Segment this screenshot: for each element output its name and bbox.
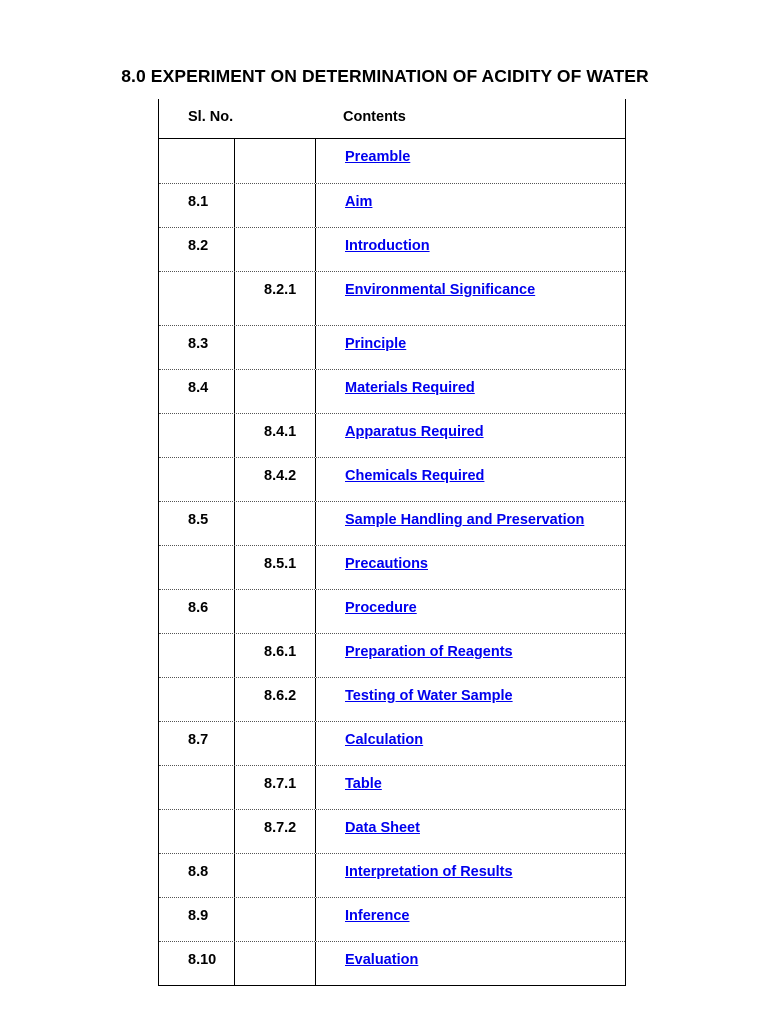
sub-number-cell (235, 766, 316, 809)
table-row (159, 722, 625, 766)
subsection-number: 8.4.1 (264, 424, 297, 440)
sl-no-cell (159, 678, 235, 721)
section-number: 8.9 (188, 908, 209, 924)
contents-cell (316, 942, 625, 985)
contents-link[interactable]: Introduction (345, 238, 430, 254)
table-header-row (159, 99, 625, 139)
sub-number-cell (235, 272, 316, 325)
subsection-number: 8.5.1 (264, 556, 297, 572)
table-row (159, 228, 625, 272)
table-row (159, 590, 625, 634)
contents-link[interactable]: Evaluation (345, 952, 419, 968)
sl-no-cell (159, 458, 235, 501)
sl-no-cell (159, 228, 235, 271)
sub-number-cell (235, 184, 316, 227)
contents-link[interactable]: Environmental Significance (345, 282, 536, 298)
sl-no-cell (159, 546, 235, 589)
contents-cell (316, 590, 625, 633)
contents-cell (316, 678, 625, 721)
sub-number-cell (235, 370, 316, 413)
sub-number-cell (235, 502, 316, 545)
table-row (159, 634, 625, 678)
contents-table (158, 99, 626, 986)
section-number: 8.5 (188, 512, 209, 528)
sl-no-cell (159, 326, 235, 369)
subsection-number: 8.4.2 (264, 468, 297, 484)
sl-no-cell (159, 590, 235, 633)
table-row (159, 854, 625, 898)
contents-link[interactable]: Chemicals Required (345, 468, 485, 484)
sub-number-cell (235, 898, 316, 941)
table-row (159, 898, 625, 942)
contents-cell (316, 502, 625, 545)
table-row (159, 370, 625, 414)
contents-cell (316, 326, 625, 369)
sl-no-cell (159, 898, 235, 941)
sub-number-cell (235, 942, 316, 985)
contents-link[interactable]: Calculation (345, 732, 424, 748)
contents-link[interactable]: Testing of Water Sample (345, 688, 513, 704)
subsection-number: 8.6.1 (264, 644, 297, 660)
contents-cell (316, 272, 625, 325)
contents-cell (316, 370, 625, 413)
sl-no-cell (159, 634, 235, 677)
table-row (159, 678, 625, 722)
sub-number-cell (235, 139, 316, 183)
section-number: 8.4 (188, 380, 209, 396)
contents-cell (316, 810, 625, 853)
contents-link[interactable]: Principle (345, 336, 407, 352)
contents-cell (316, 766, 625, 809)
contents-cell (316, 139, 625, 183)
sub-number-cell (235, 546, 316, 589)
header-sl-no-cell (159, 99, 234, 138)
contents-cell (316, 458, 625, 501)
page-title: 8.0 EXPERIMENT ON DETERMINATION OF ACIDITY OF WATER (121, 66, 649, 86)
sl-no-cell (159, 942, 235, 985)
sub-number-cell (235, 414, 316, 457)
contents-link[interactable]: Preamble (345, 149, 411, 165)
sl-no-cell (159, 810, 235, 853)
contents-link[interactable]: Sample Handling and Preservation (345, 512, 585, 528)
subsection-number: 8.7.1 (264, 776, 297, 792)
contents-link[interactable]: Precautions (345, 556, 428, 572)
header-contents: Contents (343, 109, 406, 125)
table-row (159, 502, 625, 546)
section-number: 8.2 (188, 238, 209, 254)
table-row (159, 414, 625, 458)
table-row (159, 272, 625, 326)
table-row (159, 942, 625, 986)
sl-no-cell (159, 370, 235, 413)
table-row (159, 326, 625, 370)
table-row (159, 766, 625, 810)
table-row (159, 184, 625, 228)
subsection-number: 8.6.2 (264, 688, 297, 704)
contents-link[interactable]: Preparation of Reagents (345, 644, 513, 660)
section-number: 8.1 (188, 194, 209, 210)
sub-number-cell (235, 326, 316, 369)
table-body (159, 139, 625, 986)
sub-number-cell (235, 590, 316, 633)
table-row (159, 810, 625, 854)
section-number: 8.8 (188, 864, 209, 880)
section-number: 8.6 (188, 600, 209, 616)
header-sl-no: Sl. No. (188, 109, 234, 125)
sl-no-cell (159, 854, 235, 897)
sub-number-cell (235, 228, 316, 271)
section-number: 8.3 (188, 336, 209, 352)
contents-cell (316, 546, 625, 589)
table-row (159, 546, 625, 590)
sl-no-cell (159, 722, 235, 765)
contents-link[interactable]: Interpretation of Results (345, 864, 513, 880)
sl-no-cell (159, 502, 235, 545)
sub-number-cell (235, 458, 316, 501)
sub-number-cell (235, 854, 316, 897)
contents-link[interactable]: Aim (345, 194, 373, 210)
contents-link[interactable]: Apparatus Required (345, 424, 484, 440)
table-row (159, 139, 625, 184)
sl-no-cell (159, 272, 235, 325)
header-sub-cell (234, 99, 314, 138)
table-row (159, 458, 625, 502)
sl-no-cell (159, 184, 235, 227)
sl-no-cell (159, 139, 235, 183)
contents-link[interactable]: Table (345, 776, 382, 792)
sub-number-cell (235, 810, 316, 853)
sub-number-cell (235, 678, 316, 721)
contents-cell (316, 854, 625, 897)
subsection-number: 8.7.2 (264, 820, 297, 836)
contents-cell (316, 898, 625, 941)
section-number: 8.7 (188, 732, 209, 748)
contents-link[interactable]: Data Sheet (345, 820, 420, 836)
contents-cell (316, 722, 625, 765)
sub-number-cell (235, 634, 316, 677)
contents-cell (316, 634, 625, 677)
section-number: 8.10 (188, 952, 217, 968)
sub-number-cell (235, 722, 316, 765)
contents-cell (316, 228, 625, 271)
contents-cell (316, 184, 625, 227)
sl-no-cell (159, 414, 235, 457)
sl-no-cell (159, 766, 235, 809)
header-contents-cell (314, 99, 625, 138)
contents-link[interactable]: Inference (345, 908, 410, 924)
contents-link[interactable]: Materials Required (345, 380, 475, 396)
contents-link[interactable]: Procedure (345, 600, 417, 616)
subsection-number: 8.2.1 (264, 282, 297, 298)
contents-cell (316, 414, 625, 457)
